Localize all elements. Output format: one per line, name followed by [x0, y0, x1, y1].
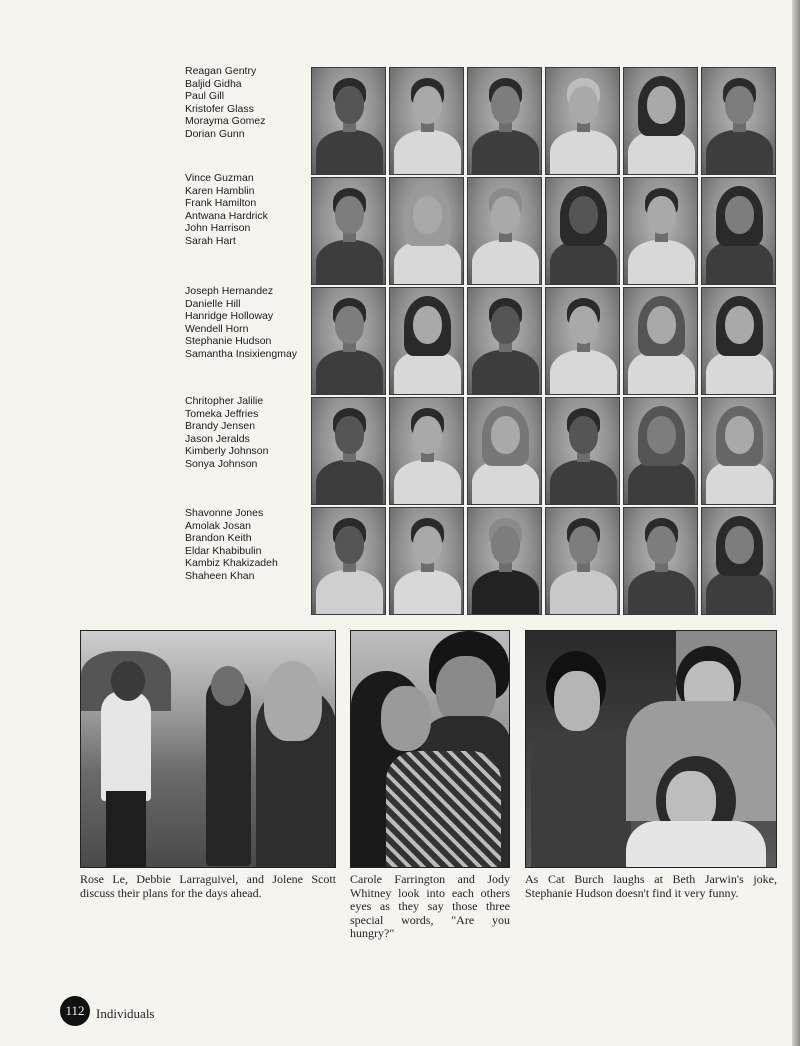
- section-title: Individuals: [96, 1006, 155, 1021]
- portrait-photo: [701, 67, 776, 175]
- portrait-photo: [467, 287, 542, 395]
- portrait-photo: [545, 287, 620, 395]
- portrait-photo: [545, 177, 620, 285]
- portrait-photo: [389, 67, 464, 175]
- portrait-photo: [701, 177, 776, 285]
- candid-photo-outdoor: [80, 630, 336, 868]
- student-name: Joseph Hernandez: [185, 285, 274, 297]
- portrait-photo: [389, 397, 464, 505]
- photo-caption: As Cat Burch laughs at Beth Jarwin's joke, Stephanie Hudson doesn't find it very funny.: [525, 872, 777, 900]
- portrait-photo: [311, 507, 386, 615]
- student-name: John Harrison: [185, 222, 251, 235]
- portrait-photo: [311, 397, 386, 505]
- portrait-photo: [545, 67, 620, 175]
- student-name: Amolak Josan: [185, 519, 251, 532]
- student-name: Shavonne Jones: [185, 507, 264, 519]
- student-name: Danielle Hill: [185, 297, 241, 310]
- portrait-photo: [701, 397, 776, 505]
- portrait-photo: [623, 397, 698, 505]
- student-name: Samantha Insixiengmay: [185, 347, 298, 360]
- candid-photo-couple: [350, 630, 510, 868]
- student-name: Reagan Gentry: [185, 65, 257, 77]
- student-name: Antwana Hardrick: [185, 209, 268, 222]
- student-name: Morayma Gomez: [185, 115, 266, 128]
- portrait-photo: [623, 507, 698, 615]
- portrait-photo: [701, 287, 776, 395]
- student-name: Sarah Hart: [185, 234, 236, 247]
- portrait-row-4: [311, 397, 777, 505]
- student-name: Dorian Gunn: [185, 127, 245, 140]
- student-name: Brandon Keith: [185, 532, 252, 545]
- student-name: Shaheen Khan: [185, 569, 255, 582]
- name-list-1: [185, 65, 310, 141]
- portrait-photo: [389, 507, 464, 615]
- portrait-photo: [389, 287, 464, 395]
- student-name: Baljid Gidha: [185, 77, 242, 90]
- portrait-row-1: [311, 67, 777, 175]
- name-list-4: [185, 395, 310, 471]
- page-number: 112: [60, 996, 90, 1026]
- portrait-photo: [623, 67, 698, 175]
- portrait-photo: [467, 177, 542, 285]
- student-name: Hanridge Holloway: [185, 310, 274, 323]
- student-name: Jason Jeralds: [185, 432, 250, 445]
- portrait-photo: [545, 507, 620, 615]
- portrait-photo: [545, 397, 620, 505]
- student-name: Kimberly Johnson: [185, 445, 269, 458]
- student-name: Kristofer Glass: [185, 102, 254, 115]
- name-list-2: [185, 172, 310, 248]
- candid-photo-laughing: [525, 630, 777, 868]
- photo-caption: Rose Le, Debbie Larraguivel, and Jolene Scott discuss their plans for the days ahead.: [80, 872, 336, 900]
- student-name: Paul Gill: [185, 90, 225, 103]
- page-edge: [792, 0, 800, 1046]
- portrait-photo: [467, 507, 542, 615]
- student-name: Karen Hamblin: [185, 184, 255, 197]
- student-name: Vince Guzman: [185, 172, 254, 184]
- portrait-photo: [623, 287, 698, 395]
- photo-caption: Carole Farrington and Jody Whitney look into each others eyes as they say those three special words, "Are you hungry?": [350, 872, 510, 940]
- student-name: Frank Hamilton: [185, 197, 257, 210]
- portrait-photo: [389, 177, 464, 285]
- name-list-3: [185, 285, 310, 361]
- portrait-photo: [311, 67, 386, 175]
- portrait-photo: [701, 507, 776, 615]
- portrait-photo: [467, 67, 542, 175]
- portrait-photo: [311, 177, 386, 285]
- student-name: Sonya Johnson: [185, 457, 258, 470]
- student-name: Stephanie Hudson: [185, 335, 272, 348]
- student-name: Kambiz Khakizadeh: [185, 557, 278, 570]
- student-name: Brandy Jensen: [185, 420, 256, 433]
- portrait-photo: [311, 287, 386, 395]
- portrait-photo: [623, 177, 698, 285]
- portrait-row-2: [311, 177, 777, 285]
- portrait-photo: [467, 397, 542, 505]
- student-name: Chritopher Jalilie: [185, 395, 264, 407]
- portrait-row-3: [311, 287, 777, 395]
- portrait-row-5: [311, 507, 777, 615]
- student-name: Tomeka Jeffries: [185, 407, 259, 420]
- student-name: Eldar Khabibulin: [185, 544, 262, 557]
- name-list-5: [185, 507, 310, 583]
- student-name: Wendell Horn: [185, 322, 249, 335]
